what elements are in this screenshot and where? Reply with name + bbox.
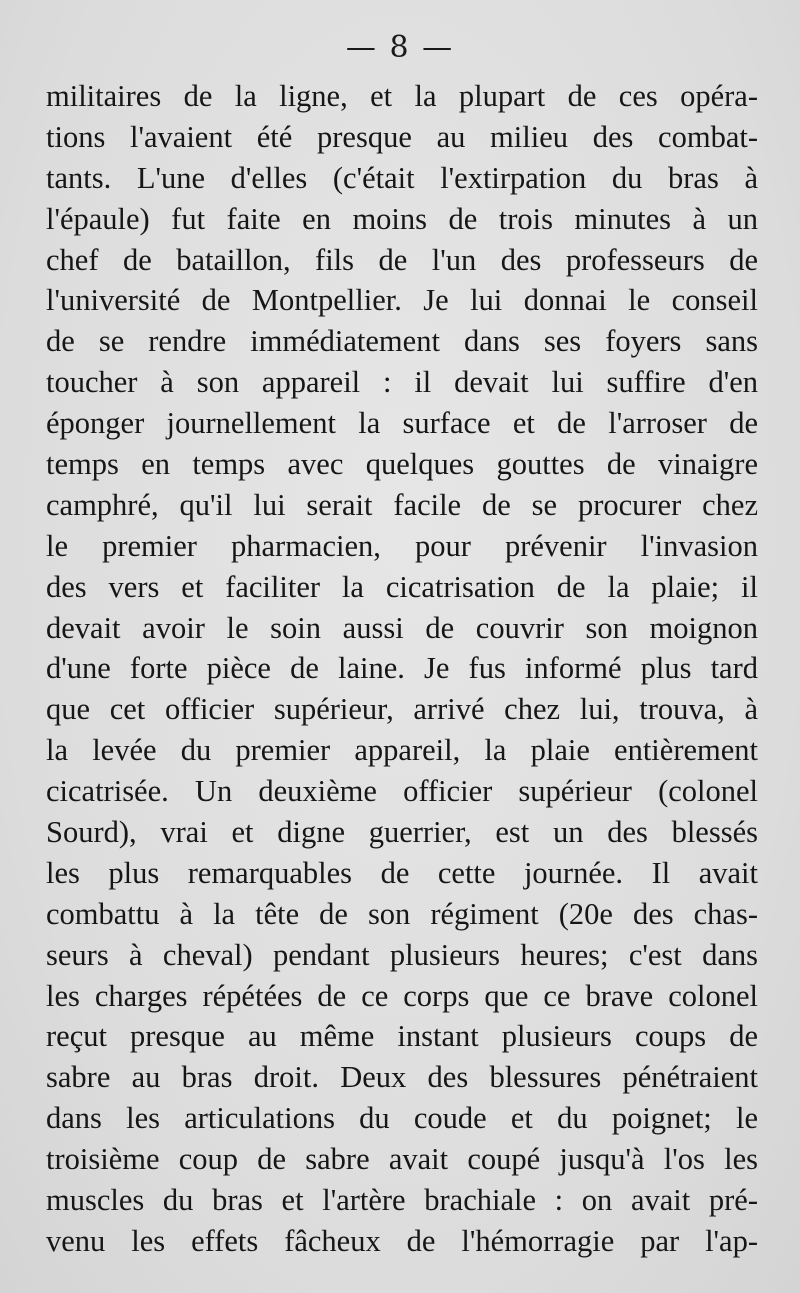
text-line: éponger journellement la surface et de l'arroser de	[46, 406, 758, 441]
text-line: chef de bataillon, fils de l'un des professeurs de	[46, 242, 758, 277]
text-line: militaires de la ligne, et la plupart de ces opéra-	[46, 79, 758, 113]
text-line: troisième coup de sabre avait coupé jusqu'à l'os les	[46, 1142, 758, 1177]
text-line: camphré, qu'il lui serait facile de se procurer chez	[46, 487, 758, 522]
page-number: — 8 —	[345, 30, 455, 65]
text-line: sabre au bras droit. Deux des blessures pénétraient	[46, 1060, 758, 1095]
text-line: venu les effets fâcheux de l'hémorragie par l'ap-	[46, 1223, 758, 1258]
text-line: les plus remarquables de cette journée. Il avait	[46, 855, 758, 890]
text-line: combattu à la tête de son régiment (20e des chas-	[46, 896, 758, 931]
text-line: dans les articulations du coude et du poignet; le	[46, 1101, 758, 1136]
text-line: muscles du bras et l'artère brachiale : on avait pré-	[46, 1183, 758, 1218]
text-line: de se rendre immédiatement dans ses foyers sans	[46, 324, 758, 359]
text-line: Sourd), vrai et digne guerrier, est un des blessés	[46, 815, 758, 850]
text-line: seurs à cheval) pendant plusieurs heures; c'est dans	[46, 937, 758, 972]
body-text	[46, 76, 758, 1262]
text-line: le premier pharmacien, pour prévenir l'invasion	[46, 528, 758, 563]
text-line: reçut presque au même instant plusieurs coups de	[46, 1019, 758, 1054]
text-line: d'une forte pièce de laine. Je fus informé plus tard	[46, 651, 758, 686]
text-line: la levée du premier appareil, la plaie entièrement	[46, 733, 758, 768]
text-line: tants. L'une d'elles (c'était l'extirpation du bras à	[46, 160, 758, 195]
text-line: que cet officier supérieur, arrivé chez lui, trouva, à	[46, 692, 758, 727]
text-line: tions l'avaient été presque au milieu des combat-	[46, 119, 758, 154]
text-line: des vers et faciliter la cicatrisation de la plaie; il	[46, 569, 758, 604]
text-line: cicatrisée. Un deuxième officier supérieur (colonel	[46, 774, 758, 809]
text-line: l'université de Montpellier. Je lui donnai le conseil	[46, 283, 758, 318]
text-line: l'épaule) fut faite en moins de trois minutes à un	[46, 201, 758, 236]
text-line: toucher à son appareil : il devait lui suffire d'en	[46, 365, 758, 400]
text-line: devait avoir le soin aussi de couvrir son moignon	[46, 610, 758, 645]
text-line: temps en temps avec quelques gouttes de vinaigre	[46, 447, 758, 482]
text-line: les charges répétées de ce corps que ce brave colonel	[46, 978, 758, 1013]
